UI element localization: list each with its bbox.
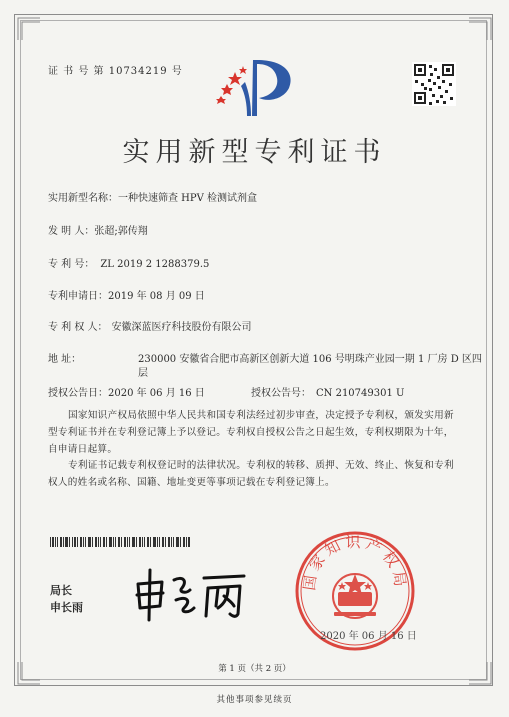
inventor-row — [48, 225, 148, 239]
grant-row — [48, 387, 460, 401]
field-label: 发 明 人： — [48, 226, 95, 237]
continuation-note: 其他事项参见续页 — [216, 695, 293, 705]
patentee-row — [48, 321, 252, 335]
field-label: 专 利 号： — [48, 259, 95, 270]
corner-ornament — [16, 16, 42, 42]
seal-text: 国家知识产权局 — [300, 533, 410, 592]
barcode-icon — [50, 537, 190, 547]
certificate-inner-border — [20, 20, 487, 680]
field-label: 授权公告日： — [48, 388, 108, 399]
filing-date: 2019 年 08 月 09 日 — [108, 291, 205, 302]
field-label: 授权公告号： — [251, 388, 311, 399]
field-label: 专利申请日： — [48, 291, 108, 302]
grant-date: 2020 年 06 月 16 日 — [108, 388, 205, 399]
patent-number-row — [48, 258, 209, 272]
patentee-address: 230000 安徽省合肥市高新区创新大道 106 号明珠产业园一期 1 厂房 D 区四层 — [138, 354, 482, 379]
qr-code-icon — [412, 62, 456, 106]
filing-date-row — [48, 290, 205, 304]
director-block — [50, 582, 83, 616]
field-label: 专 利 权 人： — [48, 322, 108, 333]
legal-status-statement: 专利证书记载专利权登记时的法律状况。专利权的转移、质押、无效、终止、恢复和专利权人的姓名或名称、国籍、地址变更等事项记载在专利登记簿上。 — [48, 460, 454, 488]
handwritten-signature — [132, 566, 252, 622]
certificate-title: 实用新型专利证书 — [122, 137, 387, 168]
grant-statement: 国家知识产权局依照中华人民共和国专利法经过初步审查，决定授予专利权，颁发实用新型专利证书并在专利登记簿上予以登记。专利权自授权公告之日起生效，专利权期限为十年，自申请日起算。 — [48, 410, 454, 455]
address-row — [48, 353, 482, 383]
field-label: 实用新型名称： — [48, 193, 118, 204]
certificate-number: 证 书 号 第 10734219 号 — [48, 66, 183, 77]
seal-date: 2020 年 06 月 16 日 — [320, 631, 417, 642]
director-title: 局长 — [50, 584, 72, 597]
field-label: 地 址： — [48, 354, 82, 365]
corner-ornament — [467, 16, 493, 42]
inventor-names: 张超;郭传翔 — [94, 226, 148, 237]
page-number: 第 1 页（共 2 页） — [218, 664, 291, 674]
patent-office-logo-icon — [205, 52, 305, 118]
utility-model-name-row — [48, 192, 257, 206]
director-name: 申长雨 — [50, 601, 83, 614]
utility-model-name: 一种快速筛查 HPV 检测试剂盒 — [118, 193, 258, 204]
grant-number: CN 210749301 U — [316, 388, 405, 399]
patentee-name: 安徽深蓝医疗科技股份有限公司 — [111, 322, 252, 333]
patent-number: ZL 2019 2 1288379.5 — [100, 259, 210, 270]
